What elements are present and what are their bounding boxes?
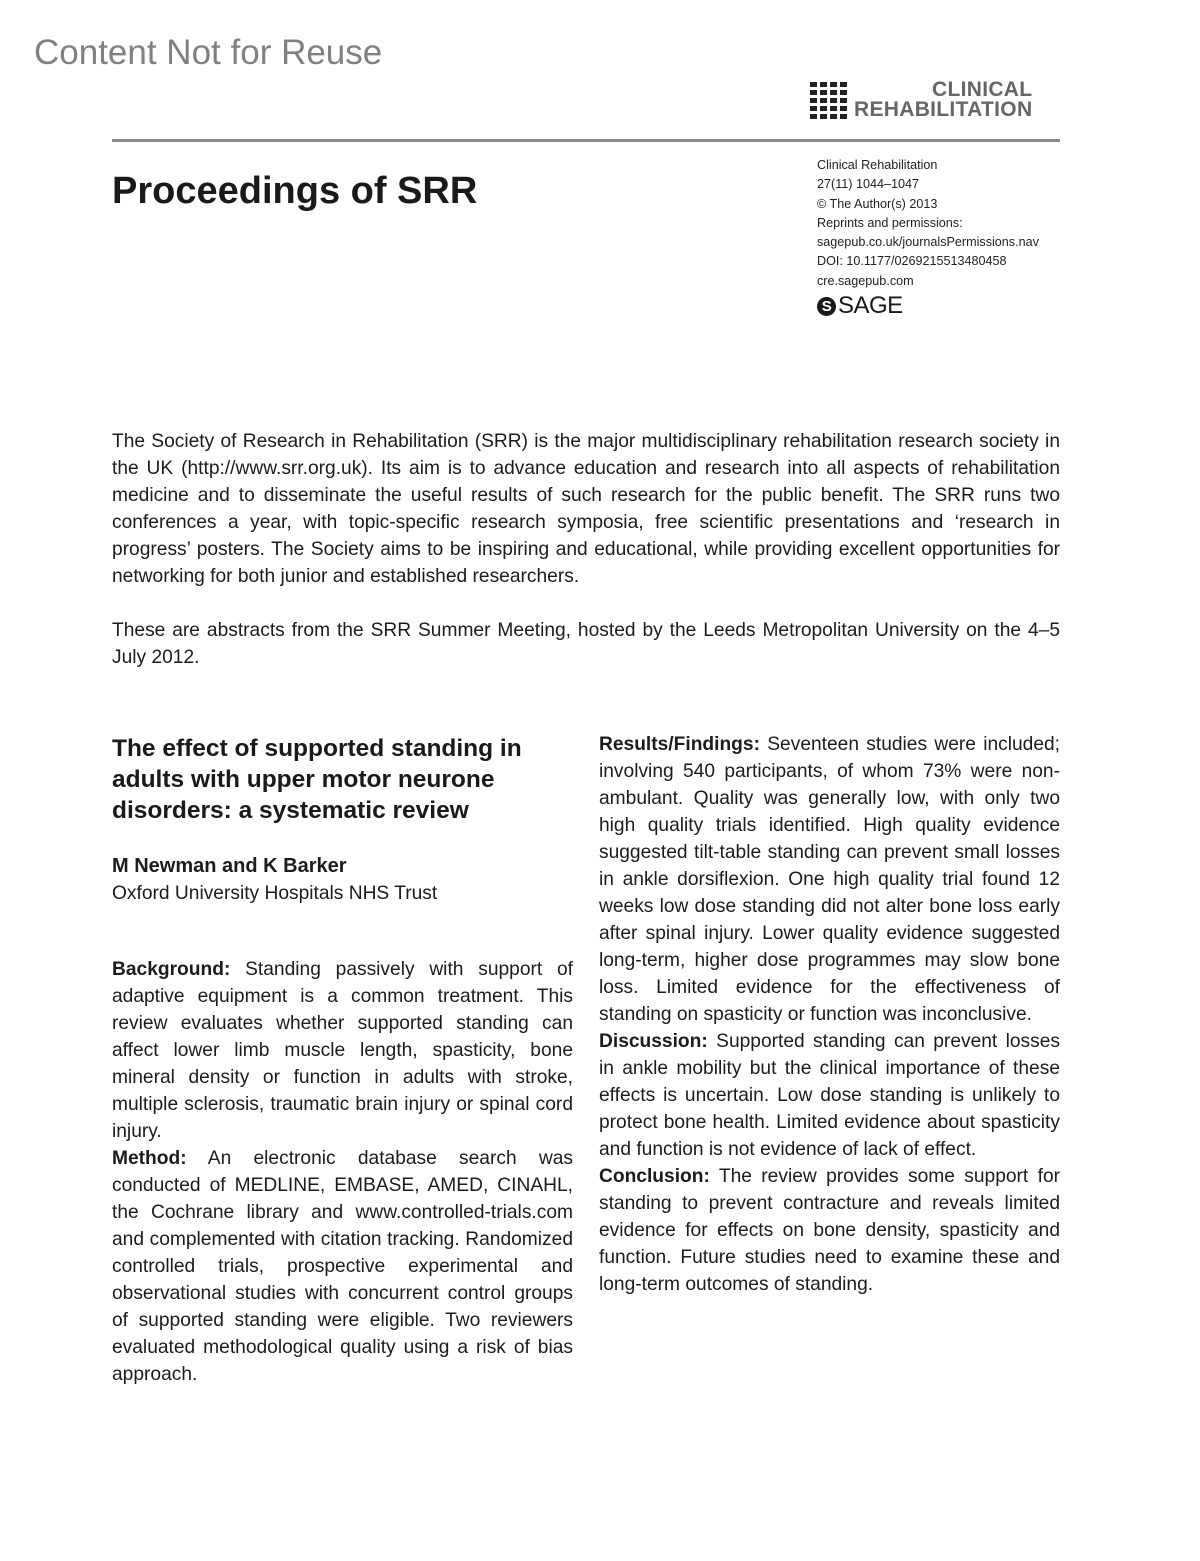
conclusion-section (599, 1163, 1060, 1298)
meta-journal: Clinical Rehabilitation (817, 158, 938, 172)
abstract-authors: M Newman and K Barker (112, 855, 347, 877)
meta-doi[interactable]: DOI: 10.1177/0269215513480458 (817, 254, 1007, 269)
section-text: Supported standing can prevent losses in ankle mobility but the clinical importance of these effects is uncertain. Low dose standing is unlikely to protect bone health. Limited evidence about spasticity and function is not evidence of lack of effect. (599, 1031, 1060, 1160)
sage-icon: S (817, 297, 836, 316)
section-label: Method: (112, 1148, 187, 1169)
meta-volume-pages: 27(11) 1044–1047 (817, 177, 920, 192)
section-label: Conclusion: (599, 1166, 710, 1187)
section-label: Results/Findings: (599, 734, 760, 755)
meta-site-link[interactable]: cre.sagepub.com (817, 273, 914, 288)
section-label: Background: (112, 959, 231, 980)
journal-logo-text (854, 80, 1032, 120)
discussion-section (599, 1028, 1060, 1163)
background-section (112, 956, 573, 1145)
publisher-logo (817, 292, 903, 320)
intro-paragraph: These are abstracts from the SRR Summer Meeting, hosted by the Leeds Metropolitan University on the 4–5 July 2012. (112, 620, 1060, 668)
journal-logo-line2: REHABILITATION (854, 98, 1033, 121)
meta-copyright: © The Author(s) 2013 (817, 196, 938, 211)
section-text: The review provides some support for standing to prevent contracture and reveals limited evidence for effects on bone density, spasticity and function. Future studies need to examine these and long-term outcomes of standing. (599, 1166, 1061, 1295)
journal-grid-icon (810, 82, 847, 119)
section-label: Discussion: (599, 1031, 708, 1052)
abstract-right-column (599, 731, 1060, 1298)
abstract-affiliation: Oxford University Hospitals NHS Trust (112, 883, 438, 904)
watermark-text: Content Not for Reuse (34, 33, 383, 72)
section-text: Seventeen studies were included; involving 540 participants, of whom 73% were non-ambulant. Quality was generally low, with only two high quality trials identified. High quality evidence suggested tilt-table standing can prevent small losses in ankle dorsiflexion. One high quality trial found 12 weeks low dose standing did not alter bone loss early after spinal injury. Lower quality evidence suggested long-term, higher dose programmes may slow bone loss. Limited evidence for the effectiveness of standing on spasticity or function was inconclusive. (599, 734, 1060, 1025)
method-section (112, 1145, 573, 1388)
results-section (599, 731, 1060, 1028)
intro-paragraph: The Society of Research in Rehabilitation (SRR) is the major multidisciplinary rehabilitation research society in the UK (http://www.srr.org.uk). Its aim is to advance education and research into all aspects of rehabilitation medicine and to disseminate the useful results of such research for the public benefit. The SRR runs two conferences a year, with topic-specific research symposia, free scientific presentations and ‘research in progress’ posters. The Society aims to be inspiring and educational, while providing excellent opportunities for networking for both junior and established researchers. (112, 431, 1060, 587)
page-title: Proceedings of SRR (112, 170, 478, 212)
journal-logo (810, 80, 1032, 120)
intro-section (112, 428, 1060, 698)
abstract-left-column (112, 733, 573, 1388)
section-text: An electronic database search was conducted of MEDLINE, EMBASE, AMED, CINAHL, the Cochrane library and www.controlled-trials.com and complemented with citation tracking. Randomized controlled trials, prospective experimental and observational studies with concurrent control groups of supported standing were eligible. Two reviewers evaluated methodological quality using a risk of bias approach. (112, 1148, 573, 1385)
meta-permissions-link[interactable]: sagepub.co.uk/journalsPermissions.nav (817, 235, 1039, 250)
journal-logo-line1: CLINICAL (932, 78, 1033, 101)
meta-reprints: Reprints and permissions: (817, 215, 963, 230)
publisher-name: SAGE (838, 292, 903, 319)
header-rule (112, 139, 1060, 142)
article-metadata (817, 156, 1039, 291)
section-text: Standing passively with support of adaptive equipment is a common treatment. This review evaluates whether supported standing can affect lower limb muscle length, spasticity, bone mineral density or function in adults with stroke, multiple sclerosis, traumatic brain injury or spinal cord injury. (112, 959, 573, 1142)
abstract-title: The effect of supported standing in adults with upper motor neurone disorders: a systematic review (112, 735, 522, 824)
